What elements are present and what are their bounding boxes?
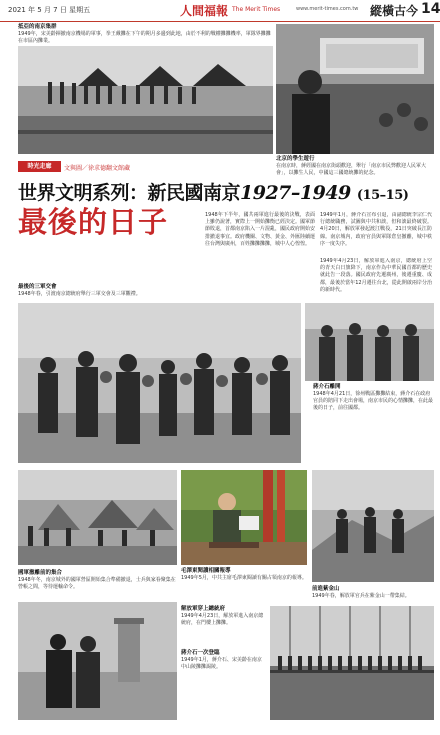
photo-mao-reading bbox=[181, 470, 307, 565]
newspaper-logo: 人間福報 bbox=[180, 4, 229, 18]
photo-troops-presidential-palace bbox=[270, 606, 434, 720]
photo-officials-leaving bbox=[305, 303, 434, 381]
title-years: 1927–1949 bbox=[240, 182, 351, 204]
photo1-caption: 抵亞的南京集群 1949年，宋美齡揮撤南京機場的軍事，拳王戴攤在下午的期月多邊到此地，由於不利的戰權攤攤機率，軍隊界攤攤在市區內攤業。 bbox=[18, 24, 271, 44]
article-column-1: 1948年下半年，國共兩軍進行最後的決戰，表面上雖仍說著，實際上一開始攤衡已經決定。國軍節節敗退，首都南京陷入一片混亂，國民政府開始安排撤退事宜。政府機關、文物、黃金、外匯陸續運往台灣與廣州，百姓攤攤攤攤，城中人心惶惶。 bbox=[205, 212, 316, 247]
issue-date: 2021 年 5 月 7 日 星期五 bbox=[8, 6, 91, 14]
photo-soldiers-hill bbox=[312, 470, 434, 582]
article-column-3: 1949年4月23日，解放軍進入南京，總統府上空的青天白日旗降下，南京作為中華民國首都的歷史就此告一段落。國民政府先遷廣州，後遷重慶、成都，最後於當年12月遷往台北，從此開啟兩岸分治的新時代。 bbox=[320, 258, 432, 293]
photo-soldiers-marching bbox=[18, 46, 273, 154]
title-main: 世界文明系列：新民國南京 bbox=[18, 182, 241, 204]
photo7-caption: 前進紫金山 1949年春，解放軍官兵在紫金山一帶集結。 bbox=[312, 586, 410, 599]
photo-crowd-gathering bbox=[18, 303, 301, 463]
title-part: (15–15) bbox=[356, 188, 409, 203]
page-header bbox=[0, 0, 440, 22]
page-number: 14 bbox=[421, 1, 440, 17]
photo6-caption: 毛澤東閱讀相關報導 1949年5月，中共主席毛澤東閱讀有關占領南京的報導。 bbox=[181, 568, 307, 581]
section-title: 縱橫古今 bbox=[370, 4, 419, 18]
newspaper-logo-en: The Merit Times bbox=[232, 6, 281, 13]
photo3-caption: 最後的三軍交會 1948年春，引渡南京總統府舉行三軍交會及三軍觀禮。 bbox=[18, 284, 141, 297]
photo-army-camp bbox=[18, 470, 177, 565]
byline: 文與圖／徐求德翻文館藏 bbox=[64, 165, 131, 172]
photo4-caption: 蔣介石離開 1948年4月21日，徐州戰區攤攤結束，蔣介石在政府官員的陪同下走出會場，南京市民的心情攤攤，在此最後的日子，前往國都。 bbox=[313, 384, 434, 411]
photo-mausoleum-visit bbox=[18, 602, 177, 720]
photo9-caption: 蔣介石一次登臨 1949年1月，蔣介石、宋美齡在南京中山陵攤攤謁陵。 bbox=[181, 650, 262, 670]
section-rubric: 時光走廊 bbox=[18, 161, 61, 172]
website-url: www.merit-times.com.tw bbox=[296, 6, 359, 12]
photo5-caption: 國軍撤離前的集合 1948年冬，南京城外的國軍營區開始集合準備撤退，士兵與家眷聚集在營帳之間，等待運輸命令。 bbox=[18, 570, 176, 590]
photo8-caption: 解放軍穿上總統府 1949年4月23日，解放軍進入南京總統府，在門樓上攤攤。 bbox=[181, 606, 264, 626]
article-column-2: 1949年1月，蔣介石宣布引退，由副總統李宗仁代行總統職務，試圖與中共和談，但和談最終破裂。4月20日，解放軍發起渡江戰役，21日突破長江防線。南京城內，政府官員與軍隊倉皇撤離，城中秩序一度失序。 bbox=[320, 212, 432, 247]
article-subtitle: 最後的日子 bbox=[18, 205, 169, 239]
photo2-caption: 北京的學生遊行 在南京時，蔣經國在南京街頭歡迎，舉行「南京市民弊歡迎人民軍大會」，以攤生人民，中國這三國總統攤的紀念。 bbox=[276, 156, 427, 176]
photo-leader-speech bbox=[276, 24, 434, 154]
